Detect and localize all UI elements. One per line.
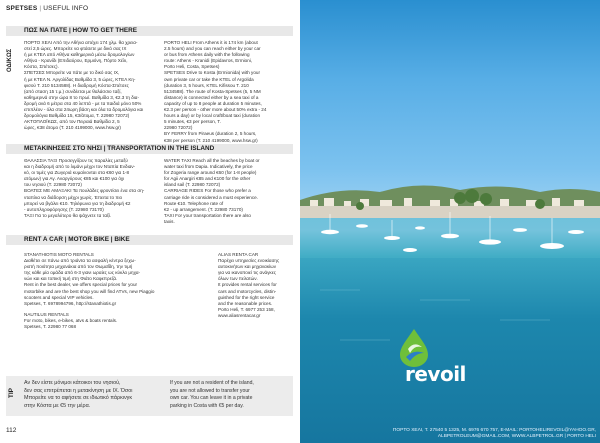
text-line: ΤΑΞΙ Για το μεγαλύτερο θα ψάχνετε τα ταξί. (24, 212, 112, 218)
header-sub: USEFUL INFO (43, 5, 89, 12)
text-line: ΑΚΤΟΠΛΟΪΚΩΣ, από τον Πειραιά Βαθμίδα 2, 5 (24, 119, 120, 125)
text-line: parking in Costa with €5 per day. (170, 402, 244, 409)
text-line: νταπλια να διάδορση μέχρι χωρίς. Έπειτα το πιο (24, 194, 123, 200)
text-line: δρομή ανά 6 μέτρα στα 40 λεπτά - με τα παιδιά μόνο 50% (24, 100, 142, 106)
text-line: capacity of up to 8 people at duration 5 minutes, (164, 100, 262, 106)
brand-name: revoil (405, 362, 466, 386)
text-line: δρομολόγια Βαθμίδα 15, €3/άτομα, Τ. 22980 72072) (24, 113, 130, 119)
text-line: (από σταση 15 τ.μ.) συνδέεται με θαλάσσιο ταξί, (24, 88, 122, 94)
text-line: του νησιού (Τ. 22980 72072) (24, 182, 82, 188)
text-line: Spetses, T. 6978994796, http://stanathiotis.gr (24, 300, 117, 306)
text-line: 5 minutes, €3 per person, T. (164, 119, 221, 125)
text-line: own car. You can leave it in a private (170, 395, 253, 402)
text-line: SPETSES Drive to Kosta (Ermionida) with your (164, 70, 260, 76)
how-english-text (164, 40, 294, 144)
text-line: της κάθε μία ομάδα από 6-3 γιανι ωραίες ως κύκλο μηχα- (24, 270, 141, 276)
text-line: επιπλέον - όλα στα 24ωρη βάση και όλα τα δρομολόγια και (24, 107, 144, 113)
text-line: καθημερινά στην ώρα 8 το πρωί. Βαθμίδα 3, €2.3 τη δια- (24, 94, 139, 100)
text-line: ALIAS RENTA CAR (218, 252, 259, 257)
text-line: www.aliasrentacar.gr (218, 312, 261, 318)
text-line: Παρέχει υπηρεσίες ενοικίασης (218, 258, 280, 264)
text-line: κό, οι τιμές για Ζωγεριά κυμαίνονται στα €60 για 1-8 (24, 170, 130, 176)
text-line: €2.3 per person - other more about 50% extra - 24 (164, 107, 267, 113)
text-line: motorbike and are the best shop you will find ATVs, new Piaggio (24, 288, 155, 294)
text-line: or bus from Athens daily with the following (164, 52, 250, 58)
text-line: αυτοκινήτων και μηχανακίων (218, 264, 277, 270)
text-line: NAUTILUS RENTALS (24, 312, 69, 317)
rent-left-text (24, 252, 184, 307)
header-section: SPETSES (6, 5, 38, 12)
text-line: cars and motorcycles, distin- (218, 288, 277, 294)
text-line: στην Κόστα με €5 την μέρα. (24, 402, 91, 409)
text-line: Αθήνα - Κρανίδι (Επιδαύρου, Ερμιόνη, Πόρτο Χέλι, (24, 58, 128, 64)
text-line: €2 - up arrangement. (T. 22980 73170) (164, 206, 243, 212)
tip-label: TIP (8, 388, 15, 399)
text-line: If you are not a resident of the island, (170, 380, 254, 386)
text-line: PORTO HELI From Athens it is 174 km (about (164, 40, 258, 45)
section-title-how: ΠΩΣ ΝΑ ΠΑΤΕ | HOW TO GET THERE (6, 26, 293, 36)
text-line: and the reasonable prices. (218, 300, 273, 306)
text-line: For moto, bikes, e-bikes, atvs & boats rentals. (24, 318, 118, 324)
page-header: SPETSES | USEFUL INFO (6, 5, 89, 12)
drop-icon (398, 327, 498, 367)
text-line: scooters and special VIP vehicles. (24, 294, 94, 300)
text-line: It provides rental services for (218, 282, 277, 288)
text-line: island sail (T. 22980 72072) (164, 182, 221, 188)
text-line: for Zogeria range around €60 (for 1-8 people) (164, 170, 257, 176)
text-line: ΣΠΕΤΣΕΣ Μπορείτε να πάτε με το δικό σας IX, (24, 70, 120, 76)
text-line: Μπορείτε να το αφήσετε σε ιδιωτικό πάρκινγκ (24, 395, 133, 402)
text-line: CARRIAGE RIDES For those who prefer a (164, 188, 251, 194)
text-line: taxis. (164, 218, 175, 224)
text-line: Διαθέτει σε πάνω από τριάντα τα ασφαλή κέντρα ξεχω- (24, 258, 136, 264)
text-line: ΒΟΛΤΕΣ ΜΕ ΑΜΑΞΑΚΙ Τα πουλάδες φροντίσει ένα στα ση- (24, 188, 145, 194)
text-line: ώρες, €38 άτομο (Τ. 210 4199000, www.hsw.gr) (24, 125, 121, 131)
text-line: BY FERRY from Piraeus (duration 2, 5 hours, (164, 131, 257, 137)
text-line: Rent in the best dealer, we offers special prices for your (24, 282, 138, 288)
contact-line-2: ALBPETROLEUM@GMAIL.COM, WWW.ALBPETROL.GR | PORTO HELI (437, 434, 596, 439)
text-line: ή με ΚΤΕΛ Ν. Αργολίδας Βαθμίδα 3, 5 ώρες, ΚΤΕΛ Κη- (24, 76, 136, 82)
text-line: hours a day) or by local craft/boat taxi (duration (164, 113, 261, 119)
text-line: ατόμων) για Αγ. Αναργύρους €85 και €100 για όχι (24, 176, 125, 182)
rent-right-text (218, 252, 294, 319)
text-line: ΘΑΛΑΣΣΙΑ ΤΑΞΙ Προσεγγίζουν τις παραλίες μεταξύ (24, 158, 128, 163)
side-label-road: ΟΔΙΚΩΣ (7, 48, 13, 72)
transport-greek-text (24, 158, 158, 219)
text-line: ριστή ποιότητα μηχανάκια από τον Θωμαΐδη, την τιμή (24, 264, 133, 270)
text-line: €38 per person (T. 210 4199000, www.hsw.gr) (164, 137, 258, 143)
text-line: STANATHIOTIS MOTO RENTALS (24, 252, 94, 257)
text-line: TAXI For your transportation there are also (164, 212, 251, 218)
page-number: 112 (6, 427, 17, 434)
text-line: όλων των πελατών. (218, 276, 258, 282)
rent-nautilus-text (24, 312, 184, 330)
text-line: carriage ride is considered a must experience. (164, 194, 258, 200)
text-line: for Agii Anargiri €85 and €100 for the other (164, 176, 251, 182)
text-line: water taxi from Dapia. Indicatively, the price (164, 164, 253, 170)
text-line: για να ικανοποιεί τις ανάγκες (218, 270, 276, 276)
text-line: 22980 72072) (164, 125, 193, 131)
contact-line-1: ΠΟΡΤΟ ΧΕΛΙ, Τ. 27540 5 1325, Μ. 6976 670 757, E-MAIL: PORTOHELIREVOIL@YAHOO.GR, (392, 428, 596, 433)
text-line: δεν σας επιτρέπεται η μετακίνηση με IX. Όσοι (24, 387, 133, 394)
tip-greek-text (24, 380, 164, 410)
text-line: Κόστα, Σπέτσες). (24, 64, 59, 70)
section-title-transport: ΜΕΤΑΚΙΝΗΣΕΙΣ ΣΤΟ ΝΗΣΙ | TRANSPORTATION IN THE ISLAND (6, 144, 293, 154)
text-line: φισού Τ. 210 5134588). Η διαδρομή Κόστα-Σπέτσες (24, 82, 129, 88)
how-greek-text (24, 40, 158, 131)
text-line: Route €10. Telephone rate of (164, 200, 224, 206)
text-line: 5134588). The route of Kosta-Spetses (5, 5 NM (164, 88, 261, 94)
text-line: στεί 2,5 ώρες. Μπορείτε να φτάσετε με δικό σας ΙΧ (24, 46, 127, 52)
text-line: WATER TAXI Reach all the beaches by boat or (164, 158, 260, 163)
text-line: Αν δεν είστε μόνιμοι κάτοικοι του νησιού, (24, 380, 121, 386)
text-line: own private car or take the KTEL of Argolida (164, 76, 254, 82)
section-title-rent: RENT A CAR | MOTOR BIKE | BIKE (6, 235, 293, 245)
text-line: guished for the right service (218, 294, 275, 300)
ad-contact (326, 428, 596, 440)
text-line: 2.5 hours) and you can reach either by your car (164, 46, 261, 52)
text-line: route: Athens - Kranidi (Epidavros, Ermioni, (164, 58, 253, 64)
text-line: ΠΟΡΤΟ ΧΕΛΙ Από την Αθήνα απέχει 174 χλμ. θα χρεια- (24, 40, 138, 45)
text-line: - αυτοπληροφόρησης (Τ. 22980 73170) (24, 206, 104, 212)
transport-english-text (164, 158, 294, 225)
text-line: ή με ΚΤΕΛ από Αθήνα καθημερινά μέσω δρομολογίων (24, 52, 135, 58)
text-line: Porto Heli, T. 6977 253 158, (218, 306, 275, 312)
text-line: distance) is connected either by a sea taxi of a (164, 94, 259, 100)
text-line: Spetses, T. 22980 77 068 (24, 324, 77, 330)
text-line: νών και και τοπική τιμή στη Φιάτο Καφεπρεζά. (24, 276, 118, 282)
text-line: μπορεί να βγάλει €10. Τηλέφωνα για τη διαδρομή €2 (24, 200, 131, 206)
text-line: you are not allowed to transfer your (170, 387, 250, 394)
text-line: και η διαδρομή από το λιμάνι μέχρι τον Νταπία Ενδιαν- (24, 164, 136, 170)
text-line: Porto Heli, Costa, Spetses) (164, 64, 220, 70)
text-line: (duration 3, 5 hours, KTEL Kifissou T. 210 (164, 82, 249, 88)
tip-english-text (170, 380, 294, 410)
